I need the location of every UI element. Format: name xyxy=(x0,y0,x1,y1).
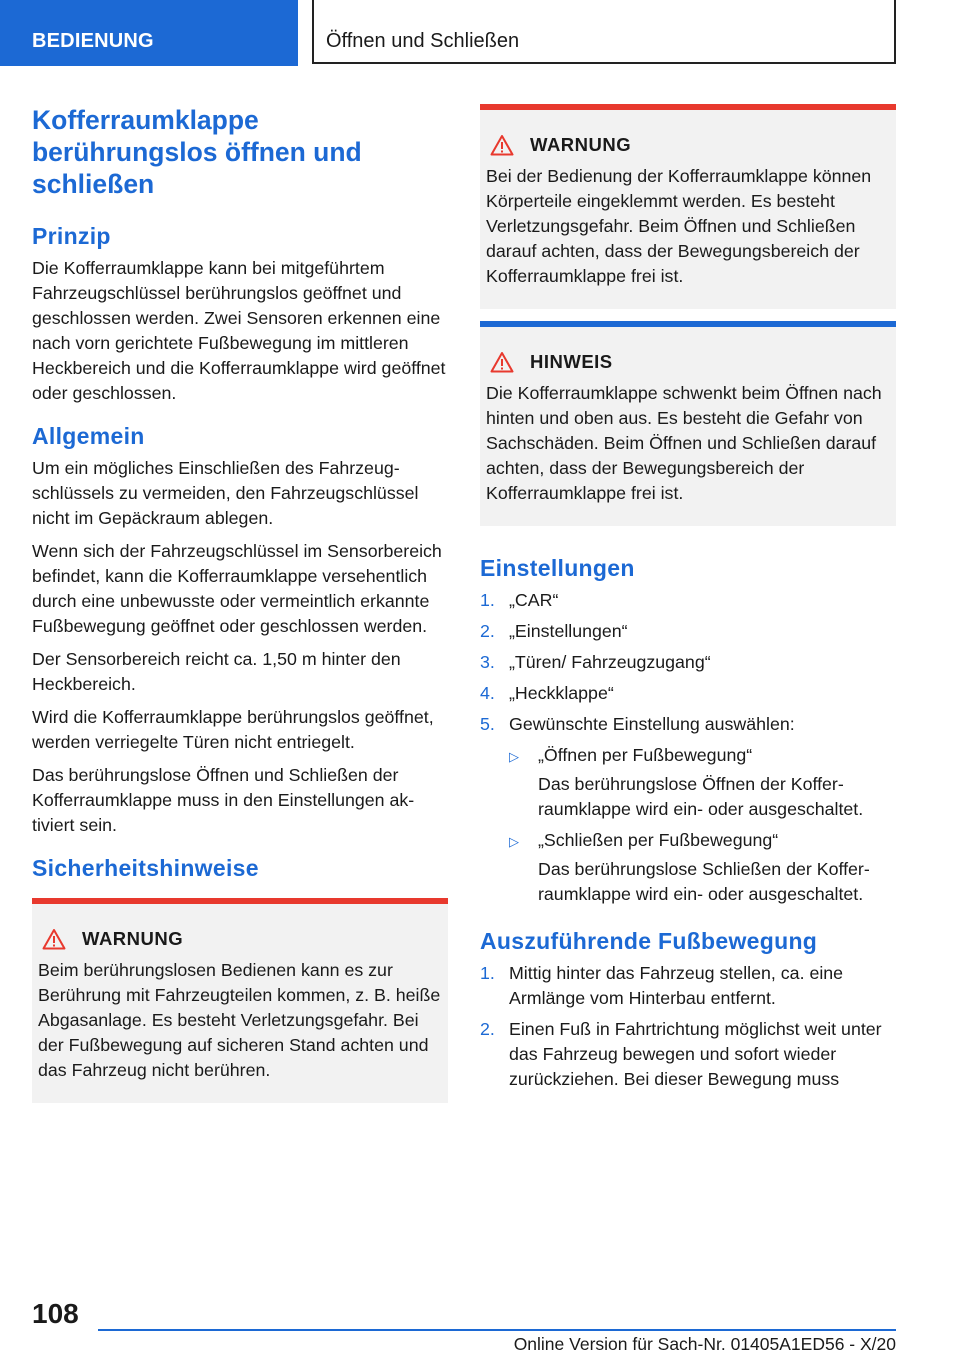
chapter-title: Öffnen und Schließen xyxy=(312,0,896,64)
online-version-text: Online Version für Sach-Nr. 01405A1ED56 - X/20 xyxy=(513,1334,896,1354)
step-text: Einen Fuß in Fahrtrichtung möglichst weit unter das Fahrzeug bewegen und sofort wieder zurückziehen. Bei dieser Bewegung muss xyxy=(509,1019,882,1089)
warning-text: Bei der Bedienung der Kofferraumklappe können Körperteile eingeklemmt werden. Es besteht Verletzungsgefahr. Beim Öffnen und Schließen darauf achten, dass der Bewegungsbereich der Kofferraumklappe frei ist. xyxy=(486,166,872,286)
general-paragraph: Der Sensorbereich reicht ca. 1,50 m hinter den Heckbereich. xyxy=(32,649,401,694)
warning-title xyxy=(42,928,442,950)
step-text: Gewünschte Einstellung auswählen: xyxy=(509,714,795,734)
step-text: Mittig hinter das Fahrzeug stellen, ca. eine Armlänge vom Hinterbau entfernt. xyxy=(509,963,844,1008)
step-text: „Türen/ Fahrzeugzugang“ xyxy=(509,652,711,672)
general-paragraph: Das berührungslose Öffnen und Schließen der Kofferraumklappe muss in den Einstellungen aktiviert sein. xyxy=(32,765,415,835)
footer-divider xyxy=(98,1329,896,1331)
list-item xyxy=(480,588,896,613)
list-item xyxy=(480,681,896,706)
principle-text: Die Kofferraumklappe kann bei mitgeführtem Fahrzeugschlüssel berührungslos geöffnet und geschlossen werden. Zwei Sensoren erkennen eine nach vorn gerichtete Fußbewegung im mittleren Heckbereich und die Kofferraumklappe wird geöffnet oder geschlossen. xyxy=(32,258,446,403)
warning-box xyxy=(480,104,896,309)
note-text: Die Kofferraumklappe schwenkt beim Öffnen nach hinten und oben aus. Es besteht die Gefahr von Sachschäden. Beim Öffnen und Schließen darauf achten, dass der Bewegungsbereich der Kofferraumklappe frei ist. xyxy=(486,383,882,503)
note-label: HINWEIS xyxy=(530,351,613,372)
settings-heading: Einstellungen xyxy=(480,555,635,581)
option-label: „Schließen per Fußbewegung“ xyxy=(538,830,779,850)
step-number: 4. xyxy=(480,683,495,703)
warning-box xyxy=(32,898,448,1103)
option-item xyxy=(509,828,896,907)
warning-triangle-icon xyxy=(42,928,66,950)
option-description: Das berührungslose Öffnen der Kofferraumklappe wird ein- oder ausgeschaltet. xyxy=(538,774,864,819)
warning-text: Beim berührungslosen Bedienen kann es zur Berührung mit Fahrzeugteilen kommen, z. B. heiße Abgasanlage. Es besteht Verletzungsgefahr. Bei der Fußbewegung auf sicheren Stand achten und das Fahrzeug nicht berühren. xyxy=(38,960,441,1080)
option-label: „Öffnen per Fußbewegung“ xyxy=(538,745,753,765)
motion-section xyxy=(480,927,896,1092)
general-heading: Allgemein xyxy=(32,423,145,449)
note-title xyxy=(490,351,890,373)
step-number: 1. xyxy=(480,590,495,610)
step-number: 2. xyxy=(480,621,495,641)
motion-heading: Auszuführende Fußbewegung xyxy=(480,928,818,954)
step-number: 2. xyxy=(480,1019,495,1039)
caution-triangle-icon xyxy=(490,351,514,373)
list-item xyxy=(480,712,896,737)
settings-steps xyxy=(480,588,896,737)
triangle-bullet-icon: ▷ xyxy=(509,749,519,764)
option-item xyxy=(509,743,896,822)
principle-heading: Prinzip xyxy=(32,223,111,249)
general-paragraph: Wird die Kofferraumklappe berührungslos geöffnet, werden verriegelte Türen nicht entriegelt. xyxy=(32,707,434,752)
list-item xyxy=(480,1017,896,1092)
option-description: Das berührungslose Schließen der Kofferraumklappe wird ein- oder ausgeschaltet. xyxy=(538,859,870,904)
general-section xyxy=(32,422,448,838)
safety-heading: Sicherheitshinweise xyxy=(32,855,259,881)
left-column xyxy=(32,104,448,1127)
section-label: BEDIENUNG xyxy=(0,0,298,66)
settings-section xyxy=(480,554,896,907)
step-number: 5. xyxy=(480,714,495,734)
note-box xyxy=(480,321,896,526)
warning-label: WARNUNG xyxy=(530,134,632,155)
step-text: „Heckklappe“ xyxy=(509,683,614,703)
warning-triangle-icon xyxy=(490,134,514,156)
step-number: 3. xyxy=(480,652,495,672)
general-paragraph: Wenn sich der Fahrzeugschlüssel im Sensorbereich befindet, kann die Kofferraumklappe versehentlich durch eine unbewusste oder vermeintlich erkannte Fußbewegung geöffnet oder geschlossen werden. xyxy=(32,541,442,636)
right-column xyxy=(480,104,896,1108)
page-number: 108 xyxy=(32,1298,79,1329)
page-header xyxy=(0,0,960,66)
triangle-bullet-icon: ▷ xyxy=(509,834,519,849)
list-item xyxy=(480,650,896,675)
motion-steps xyxy=(480,961,896,1092)
page-title: Kofferraumklappe berührungslos öffnen und schließen xyxy=(32,105,362,199)
list-item xyxy=(480,961,896,1011)
warning-title xyxy=(490,134,890,156)
general-paragraph: Um ein mögliches Einschließen des Fahrzeugschlüssels zu vermeiden, den Fahrzeugschlüssel nicht im Gepäckraum ablegen. xyxy=(32,458,419,528)
principle-section xyxy=(32,222,448,406)
step-number: 1. xyxy=(480,963,495,983)
safety-section xyxy=(32,854,448,1103)
warning-label: WARNUNG xyxy=(82,928,184,949)
step-text: „Einstellungen“ xyxy=(509,621,628,641)
list-item xyxy=(480,619,896,644)
step-text: „CAR“ xyxy=(509,590,559,610)
